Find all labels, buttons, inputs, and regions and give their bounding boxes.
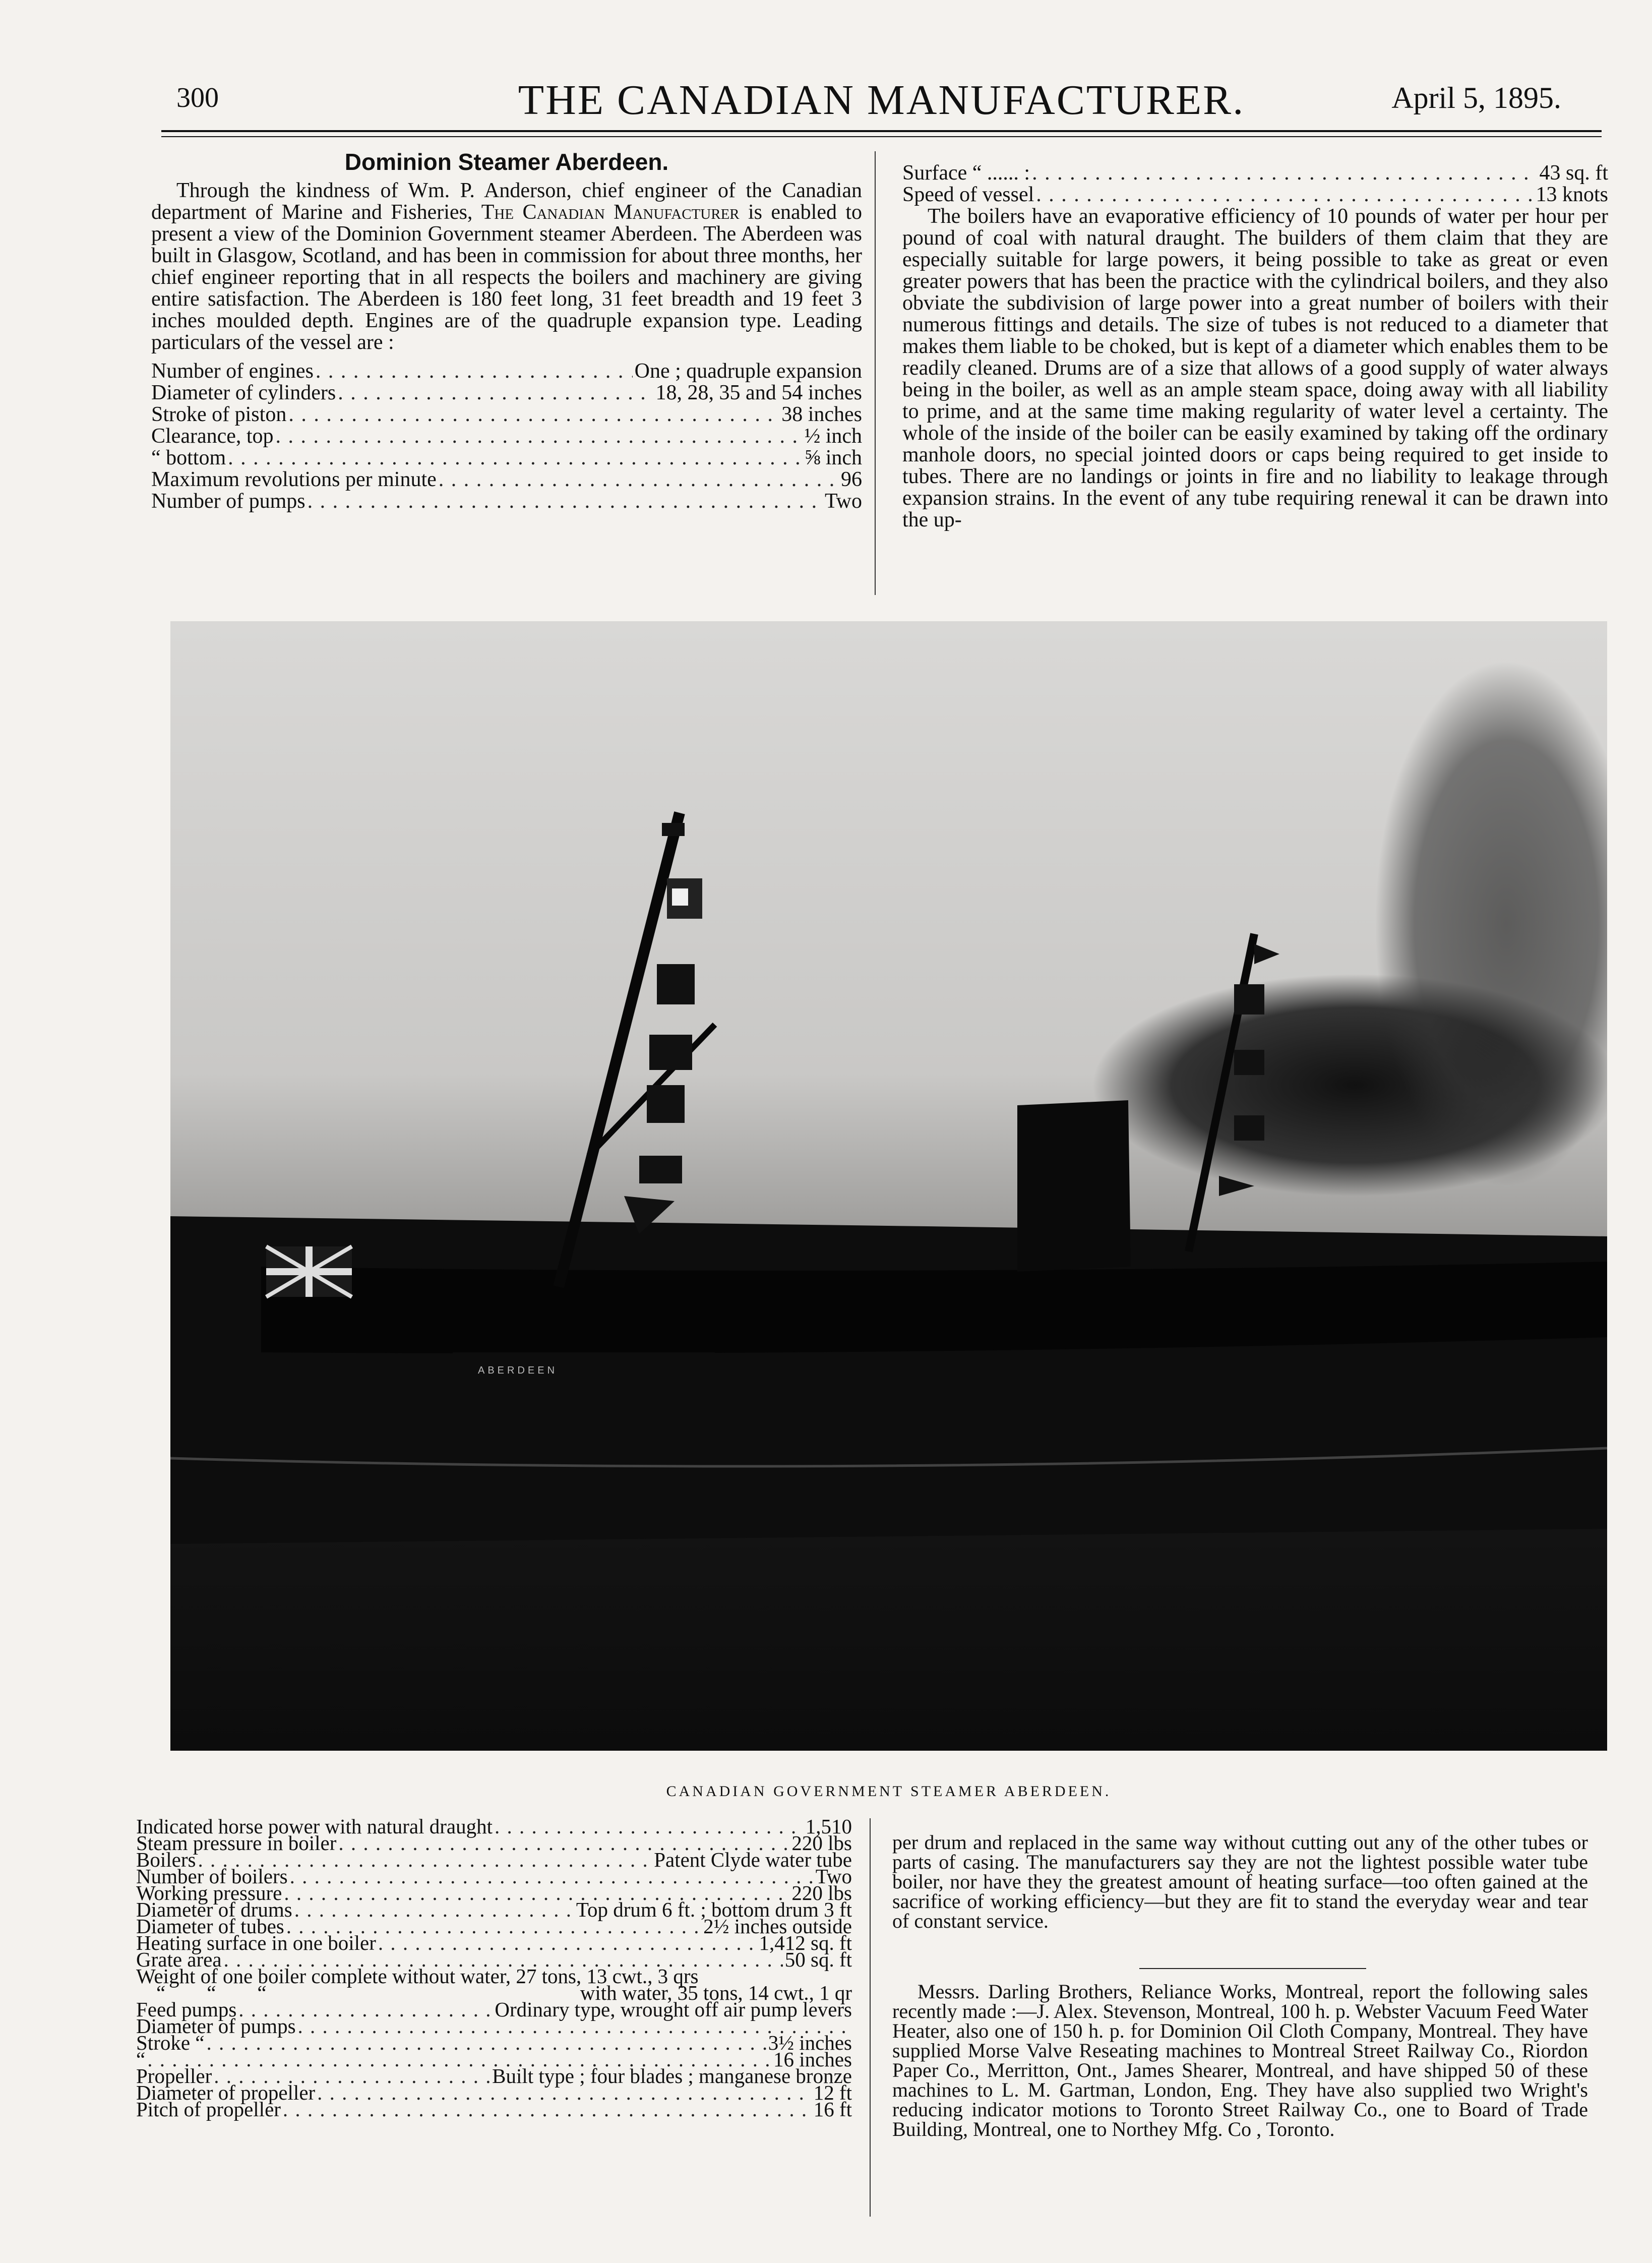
spec-row bbox=[151, 426, 862, 447]
spec-label: “ bottom bbox=[151, 446, 226, 469]
spec-row bbox=[151, 382, 862, 404]
boiler-description-continued: per drum and replaced in the same way without cutting out any of the other tubes or parts of casing. The manufacturers say they are not the lightest possible water tube boiler, nor have they the greatest amount of heating surface—too often gained at the sacrifice of working efficiency—but they are fit to stand the everyday wear and tear of constant service. bbox=[892, 1831, 1588, 1932]
spec-value: 3½ inches bbox=[768, 2031, 852, 2054]
spec-label: Clearance, top bbox=[151, 425, 274, 448]
specs-list-top bbox=[151, 361, 862, 512]
article-heading: Dominion Steamer Aberdeen. bbox=[344, 149, 669, 175]
spec-label: Feed pumps bbox=[136, 1998, 237, 2021]
bottom-right-column bbox=[892, 1832, 1588, 1931]
leader-dots bbox=[228, 447, 803, 469]
header-rule-thin bbox=[161, 136, 1602, 137]
spec-label: Number of pumps bbox=[151, 490, 305, 513]
journal-name: The Canadian Manufacturer bbox=[481, 201, 740, 224]
ship-name-on-hull: ABERDEEN bbox=[478, 1365, 558, 1376]
boiler-description: The boilers have an evaporative efficiency of 10 pounds of water per hour per pound of coal with natural draught. The builders of them claim that they are especially suitable for large powers, it being possible to take as great or even greater powers that has been the practice with the cylindrical boilers, and they also obviate the subdivision of large power into a great number of boilers with their numerous fittings and details. The size of tubes is not reduced to a diameter that makes them liable to be choked, but is kept of a diameter which enables them to be readily cleaned. Drums are of a size that allows of a good supply of water always being in the boiler, as well as an ample steam space, doing away with all liability to prime, and at the same time making regularity of water level a certainty. The whole of the inside of the boiler can be easily examined by taking off the ordinary manhole doors, no special jointed doors or caps being required to get inside to tubes. There are no landings or joints in fire and no liability to leakage through expansion strains. In the event of any tube requiring renewal it can be drawn into the up- bbox=[902, 205, 1608, 531]
spec-row bbox=[151, 491, 862, 512]
spec-row bbox=[151, 447, 862, 469]
spec-label: Working pressure bbox=[136, 1881, 282, 1904]
spec-value: 2½ inches outside bbox=[703, 1915, 852, 1938]
spec-value: 96 bbox=[841, 468, 862, 491]
spec-label: Steam pressure in boiler bbox=[136, 1831, 337, 1855]
spec-value: Patent Clyde water tube bbox=[654, 1848, 852, 1871]
spec-value: 220 lbs bbox=[791, 1881, 852, 1904]
spec-row bbox=[902, 162, 1608, 184]
spec-label: Maximum revolutions per minute bbox=[151, 468, 437, 491]
spec-value: 13 knots bbox=[1536, 183, 1608, 206]
spec-value: ⅝ inch bbox=[804, 446, 862, 469]
specs-list-right bbox=[902, 162, 1608, 206]
spec-row bbox=[136, 1931, 852, 1954]
article-intro bbox=[151, 180, 862, 353]
spec-value: Ordinary type, wrought off air pump levers bbox=[495, 1998, 852, 2021]
spec-value: 38 inches bbox=[781, 403, 862, 426]
spec-value: Top drum 6 ft. ; bottom drum 3 ft bbox=[576, 1898, 852, 1921]
spec-label: Number of engines bbox=[151, 360, 314, 383]
spec-value: 50 sq. ft bbox=[784, 1948, 852, 1971]
column-rule-bottom bbox=[870, 1818, 871, 2217]
trade-notice-column bbox=[892, 1982, 1588, 2139]
spec-label: Diameter of pumps bbox=[136, 2014, 296, 2038]
spec-label: Surface “ ...... : bbox=[902, 161, 1030, 185]
spec-weight-with-water: with water, 35 tons, 14 cwt., 1 qr bbox=[580, 1981, 852, 2004]
steamer-illustration bbox=[170, 621, 1607, 1751]
spec-value: Two bbox=[824, 490, 862, 513]
spec-value: One ; quadruple expansion bbox=[634, 360, 862, 383]
column-rule-top bbox=[875, 151, 876, 595]
page-number: 300 bbox=[176, 82, 219, 113]
leader-dots bbox=[290, 1868, 814, 1885]
spec-value: Built type ; four blades ; manganese bronze bbox=[492, 2064, 852, 2088]
spec-label: Diameter of tubes bbox=[136, 1915, 284, 1938]
masthead-title: THE CANADIAN MANUFACTURER. bbox=[518, 77, 1245, 124]
specs-list-bottom-2 bbox=[136, 1998, 852, 2121]
photo-caption: CANADIAN GOVERNMENT STEAMER ABERDEEN. bbox=[666, 1783, 1112, 1800]
leader-dots bbox=[317, 2085, 812, 2101]
spec-label: Speed of vessel bbox=[902, 183, 1034, 206]
spec-value: 43 sq. ft bbox=[1539, 161, 1608, 185]
running-head bbox=[161, 76, 1602, 131]
spec-value: 16 inches bbox=[773, 2048, 852, 2071]
spec-row bbox=[136, 2014, 852, 2038]
spec-label: Boilers bbox=[136, 1848, 196, 1871]
spec-value: 12 ft bbox=[813, 2081, 852, 2104]
section-divider bbox=[1139, 1968, 1366, 1969]
spec-row bbox=[136, 2098, 852, 2121]
intro-part-a: Through the kindness of Wm. P. Anderson, chief engineer of the Canadian department of Marine and Fisheries, bbox=[151, 179, 862, 224]
spec-label: Stroke “ bbox=[136, 2031, 205, 2054]
issue-date: April 5, 1895. bbox=[1391, 81, 1561, 114]
spec-value: 1,412 sq. ft bbox=[759, 1931, 852, 1954]
spec-label: Propeller bbox=[136, 2064, 212, 2088]
leader-dots bbox=[207, 2035, 766, 2051]
specs-bottom-column bbox=[136, 1815, 852, 2121]
leader-dots bbox=[338, 382, 653, 404]
leader-dots bbox=[1032, 162, 1537, 184]
leader-dots bbox=[298, 2018, 850, 2035]
specs-list-bottom bbox=[136, 1815, 852, 1971]
intro-part-b: is enabled to present a view of the Dominion Government steamer Aberdeen. The Aberdeen was built in Glasgow, Scotland, and has been in commission for about three months, her chief engineer reporting that in all respects the boilers and machinery are giving entire satisfaction. The Aberdeen is 180 feet long, 31 feet breadth and 19 feet 3 inches moulded depth. Engines are of the quadruple expansion type. Leading particulars of the vessel are : bbox=[151, 201, 862, 354]
spec-value: 220 lbs bbox=[791, 1831, 852, 1855]
article-right-column bbox=[902, 162, 1608, 531]
spec-value: 1,510 bbox=[805, 1815, 852, 1838]
leader-dots bbox=[378, 1935, 757, 1951]
spec-label: Number of boilers bbox=[136, 1865, 288, 1888]
spec-label: Heating surface in one boiler bbox=[136, 1931, 376, 1954]
spec-label: Diameter of cylinders bbox=[151, 381, 336, 404]
spec-label: Diameter of propeller bbox=[136, 2081, 316, 2104]
spec-row bbox=[902, 184, 1608, 206]
spec-value: 18, 28, 35 and 54 inches bbox=[655, 381, 862, 404]
spec-ditto-marks: “ “ “ bbox=[156, 1981, 267, 2004]
leader-dots bbox=[283, 2101, 812, 2118]
article-left-column bbox=[151, 151, 862, 512]
spec-value: ½ inch bbox=[804, 425, 862, 448]
trade-notice: Messrs. Darling Brothers, Reliance Works, Montreal, report the following sales recently made :—J. Alex. Stevenson, Montreal, 100 h. p. Webster Vacuum Feed Water Heater, also one of 150 h. p. for Dominion Oil Cloth Company, Montreal. They have supplied Morse Valve Reseating machines to Montreal Street Railway Co., Riordon Paper Co., Merritton, Ont., James Shearer, Montreal, and have shipped 50 of these machines to L. M. Gartman, London, Eng. They have also supplied two Wright's reducing indicator motions to Toronto Street Railway Co., one to Board of Trade Building, Montreal, one to Northey Mfg. Co , Toronto. bbox=[892, 1980, 1588, 2140]
spec-weight-line: Weight of one boiler complete without water, 27 tons, 13 cwt., 3 qrs bbox=[136, 1964, 699, 1988]
header-rule bbox=[161, 130, 1602, 132]
leader-dots bbox=[495, 1818, 804, 1835]
leader-dots bbox=[439, 469, 839, 491]
spec-label: Indicated horse power with natural draught bbox=[136, 1815, 493, 1838]
spec-row bbox=[136, 2031, 852, 2054]
spec-label: “ bbox=[136, 2048, 146, 2071]
spec-label: Grate area bbox=[136, 1948, 222, 1971]
leader-dots bbox=[288, 404, 779, 426]
leader-dots bbox=[294, 1901, 574, 1918]
spec-label: Pitch of propeller bbox=[136, 2098, 281, 2121]
spec-label: Stroke of piston bbox=[151, 403, 287, 426]
leader-dots bbox=[276, 426, 803, 447]
leader-dots bbox=[316, 361, 633, 382]
spec-row bbox=[151, 404, 862, 426]
leader-dots bbox=[308, 491, 823, 512]
steamer-photograph bbox=[170, 621, 1607, 1751]
spec-value: 16 ft bbox=[813, 2098, 852, 2121]
spec-value: Two bbox=[815, 1865, 852, 1888]
spec-row bbox=[151, 469, 862, 491]
spec-label: Diameter of drums bbox=[136, 1898, 292, 1921]
spec-row bbox=[151, 361, 862, 382]
leader-dots bbox=[1036, 184, 1534, 206]
